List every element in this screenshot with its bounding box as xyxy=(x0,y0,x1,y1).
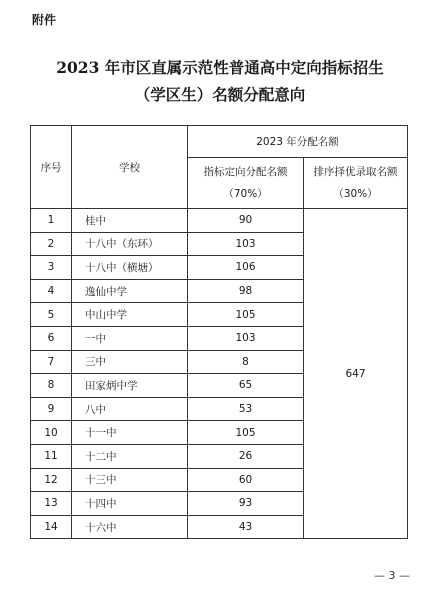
row-serial-number: 6 xyxy=(31,326,72,350)
header-school: 学校 xyxy=(72,126,188,209)
row-serial-number: 14 xyxy=(31,515,72,539)
row-directed-quota: 26 xyxy=(188,444,304,468)
row-directed-quota: 105 xyxy=(188,421,304,445)
row-serial-number: 13 xyxy=(31,492,72,516)
quota-allocation-table xyxy=(30,125,408,539)
header-merit-quota-label: 排序择优录取名额 xyxy=(313,166,398,178)
row-serial-number: 11 xyxy=(31,444,72,468)
header-merit-quota xyxy=(304,158,408,209)
row-school-name: 十八中（东环） xyxy=(72,232,188,256)
header-allocation-group: 2023 年分配名额 xyxy=(188,126,408,158)
row-school-name: 八中 xyxy=(72,397,188,421)
row-directed-quota: 53 xyxy=(188,397,304,421)
row-school-name: 十四中 xyxy=(72,492,188,516)
row-school-name: 中山中学 xyxy=(72,303,188,327)
row-directed-quota: 60 xyxy=(188,468,304,492)
row-directed-quota: 103 xyxy=(188,232,304,256)
merit-quota-total: 647 xyxy=(304,209,408,539)
row-serial-number: 10 xyxy=(31,421,72,445)
row-serial-number: 8 xyxy=(31,374,72,398)
row-school-name: 田家炳中学 xyxy=(72,374,188,398)
header-directed-quota-label: 指标定向分配名额 xyxy=(203,166,288,178)
row-serial-number: 5 xyxy=(31,303,72,327)
row-directed-quota: 105 xyxy=(188,303,304,327)
row-serial-number: 9 xyxy=(31,397,72,421)
row-school-name: 十六中 xyxy=(72,515,188,539)
attachment-label: 附件 xyxy=(32,13,57,27)
row-directed-quota: 106 xyxy=(188,256,304,280)
row-directed-quota: 103 xyxy=(188,326,304,350)
row-school-name: 一中 xyxy=(72,326,188,350)
row-serial-number: 4 xyxy=(31,279,72,303)
row-directed-quota: 98 xyxy=(188,279,304,303)
row-directed-quota: 8 xyxy=(188,350,304,374)
row-school-name: 十二中 xyxy=(72,444,188,468)
row-serial-number: 7 xyxy=(31,350,72,374)
row-school-name: 十三中 xyxy=(72,468,188,492)
row-school-name: 三中 xyxy=(72,350,188,374)
row-directed-quota: 43 xyxy=(188,515,304,539)
row-directed-quota: 65 xyxy=(188,374,304,398)
row-serial-number: 2 xyxy=(31,232,72,256)
table-row xyxy=(31,209,408,233)
row-serial-number: 1 xyxy=(31,209,72,233)
row-serial-number: 12 xyxy=(31,468,72,492)
row-school-name: 逸仙中学 xyxy=(72,279,188,303)
row-school-name: 十一中 xyxy=(72,421,188,445)
header-merit-quota-percent: （30%） xyxy=(333,188,378,200)
document-title-line-1: 2023 年市区直属示范性普通高中定向指标招生 xyxy=(56,58,384,77)
row-school-name: 桂中 xyxy=(72,209,188,233)
header-serial-number: 序号 xyxy=(31,126,72,209)
document-title-line-2: （学区生）名额分配意向 xyxy=(134,85,306,104)
table-header-row xyxy=(31,126,408,158)
row-directed-quota: 93 xyxy=(188,492,304,516)
page-number: — 3 — xyxy=(374,569,410,582)
row-school-name: 十八中（横塘） xyxy=(72,256,188,280)
header-directed-quota xyxy=(188,158,304,209)
header-directed-quota-percent: （70%） xyxy=(223,188,268,200)
row-serial-number: 3 xyxy=(31,256,72,280)
row-directed-quota: 90 xyxy=(188,209,304,233)
